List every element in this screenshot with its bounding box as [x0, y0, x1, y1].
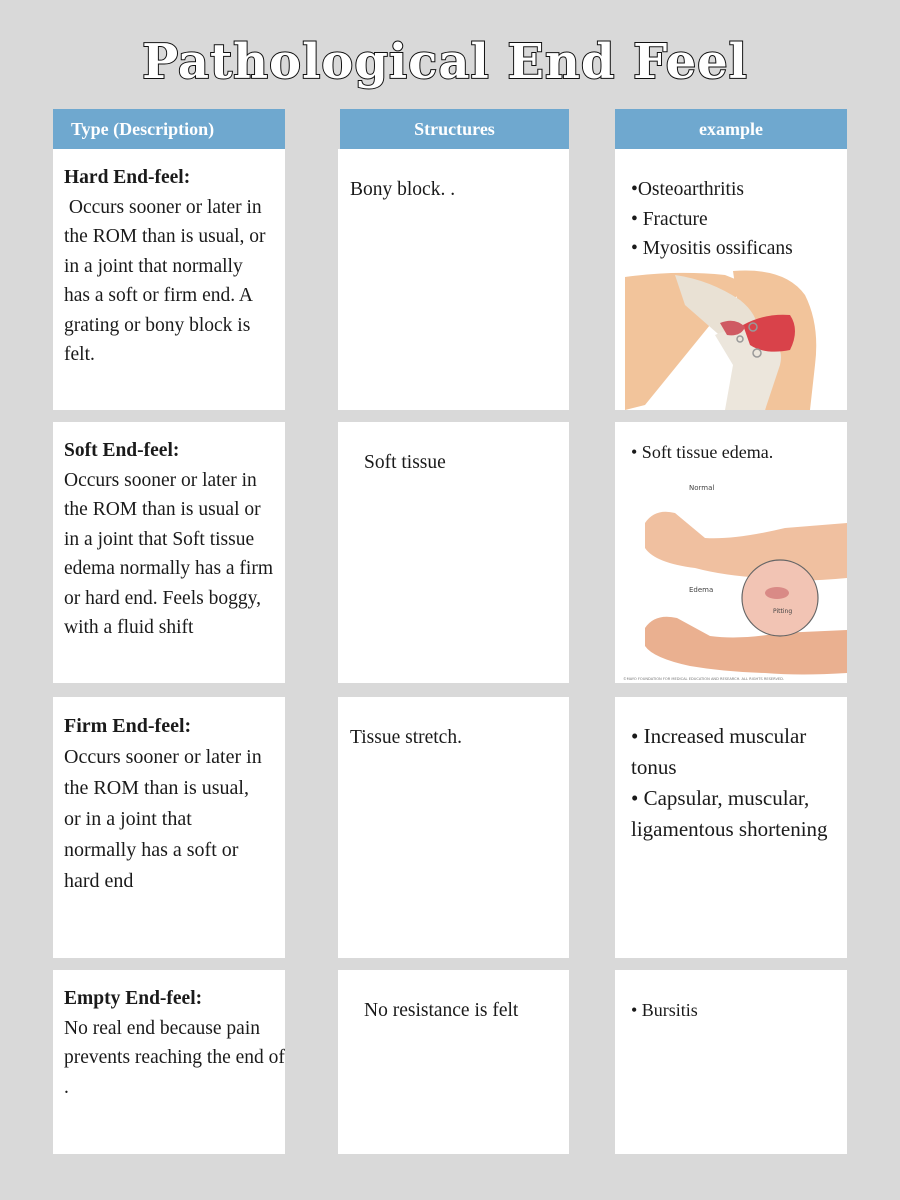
row-soft-description-cell	[53, 422, 285, 683]
row-soft-structure-cell	[338, 422, 569, 683]
example-item: • Bursitis	[631, 1000, 698, 1020]
type-description: Occurs sooner or later in the ROM than is usual or in a joint that Soft tissue edema normally has a firm or hard end. Feels boggy, with a fluid shift	[64, 469, 274, 638]
row-soft-example-cell	[615, 422, 847, 683]
example-list	[631, 438, 839, 468]
foot-edema-illustration	[615, 468, 847, 683]
row-firm-description-cell	[53, 697, 285, 958]
row-hard-description-cell	[53, 149, 285, 410]
example-item: •Osteoarthritis	[631, 179, 744, 200]
label-pitting: Pitting	[773, 608, 793, 615]
structure-text: No resistance is felt	[364, 1000, 519, 1021]
type-description: Occurs sooner or later in the ROM than is usual, or in a joint that normally has a soft or hard end	[64, 746, 262, 892]
header-structures: Structures	[340, 109, 569, 149]
label-normal: Normal	[689, 484, 715, 492]
row-empty-description-cell	[53, 970, 285, 1154]
knee-joint-illustration	[615, 265, 847, 410]
image-credit: ©MAYO FOUNDATION FOR MEDICAL EDUCATION AND RESEARCH. ALL RIGHTS RESERVED.	[623, 677, 785, 681]
type-name: Empty End-feel:	[64, 988, 203, 1009]
example-list	[631, 721, 839, 845]
example-item: • Soft tissue edema.	[631, 442, 774, 462]
row-empty-structure-cell	[338, 970, 569, 1154]
label-edema: Edema	[689, 586, 714, 594]
type-name: Soft End-feel:	[64, 440, 180, 461]
example-item: • Capsular, muscular, ligamentous shortening	[631, 786, 828, 841]
type-name: Hard End-feel:	[64, 167, 191, 188]
example-list	[631, 175, 839, 264]
type-name: Firm End-feel:	[64, 715, 192, 737]
row-hard-structure-cell	[338, 149, 569, 410]
structure-text: Tissue stretch.	[350, 727, 462, 748]
type-description: No real end because pain prevents reaching the end of .	[64, 1017, 285, 1098]
row-firm-structure-cell	[338, 697, 569, 958]
example-item: • Increased muscular tonus	[631, 724, 807, 779]
header-type: Type (Description)	[53, 109, 285, 149]
header-example: example	[615, 109, 847, 149]
page-title: Pathological End Feel	[142, 34, 748, 90]
structure-text: Bony block. .	[350, 179, 456, 200]
type-description: Occurs sooner or later in the ROM than is usual, or in a joint that normally has a soft or firm end. A grating or bony block is felt.	[64, 196, 271, 365]
row-firm-example-cell	[615, 697, 847, 958]
row-hard-example-cell	[615, 149, 847, 410]
example-item: • Fracture	[631, 208, 708, 230]
example-list	[631, 996, 839, 1026]
row-empty-example-cell	[615, 970, 847, 1154]
structure-text: Soft tissue	[364, 452, 446, 473]
example-item: • Myositis ossificans	[631, 238, 793, 259]
